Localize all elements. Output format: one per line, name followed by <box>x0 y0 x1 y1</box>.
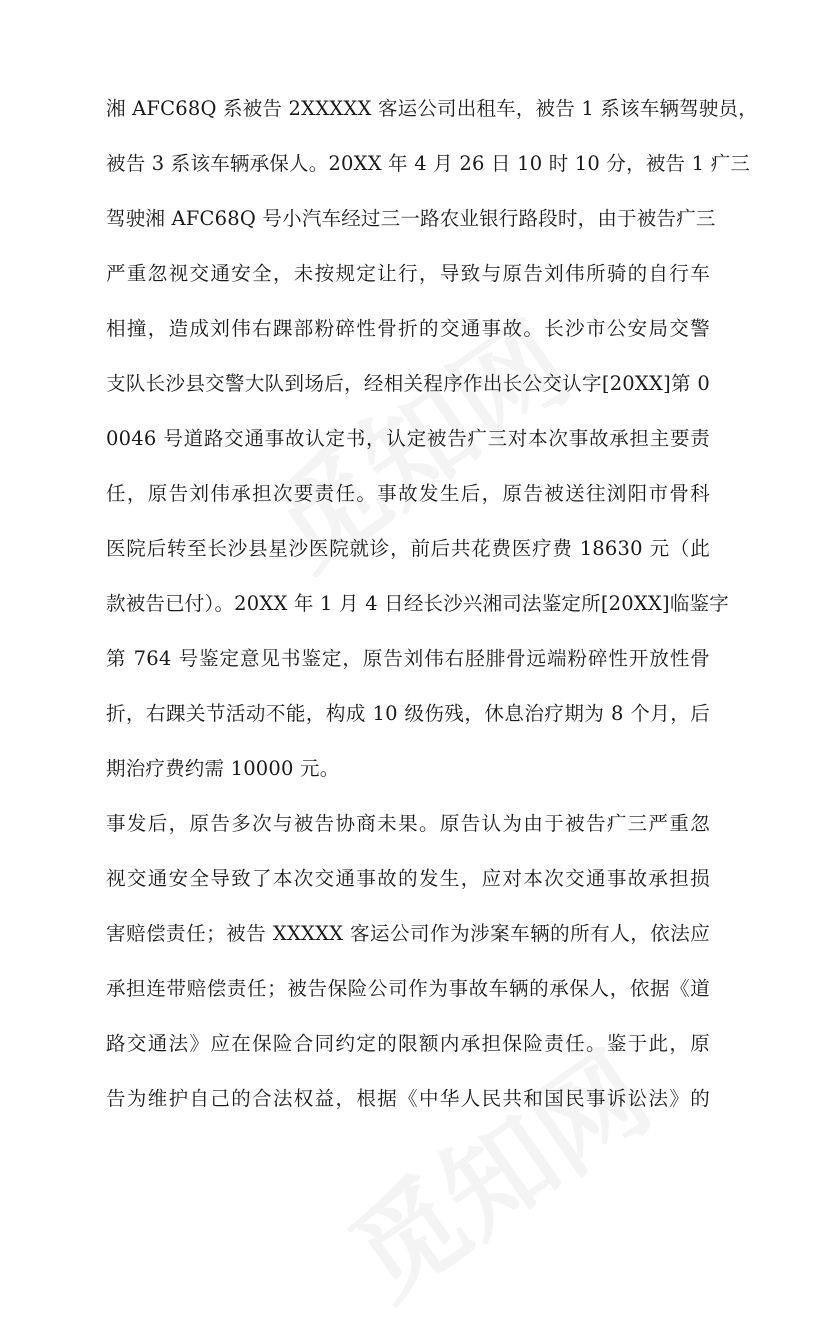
text-line: 支队长沙县交警大队到场后，经相关程序作出长公交认字[20XX]第 0 <box>106 372 710 395</box>
text-line: 告为维护自己的合法权益，根据《中华人民共和国民事诉讼法》的 <box>106 1087 710 1110</box>
text-line: 相撞，造成刘伟右踝部粉碎性骨折的交通事故。长沙市公安局交警 <box>106 317 710 340</box>
text-line: 害赔偿责任；被告 XXXXX 客运公司作为涉案车辆的所有人，依法应 <box>106 922 710 945</box>
text-line: 款被告已付）。20XX 年 1 月 4 日经长沙兴湘司法鉴定所[20XX]临鉴字 <box>106 592 729 615</box>
text-line: 承担连带赔偿责任；被告保险公司作为事故车辆的承保人，依据《道 <box>106 977 710 1000</box>
text-line: 视交通安全导致了本次交通事故的发生，应对本次交通事故承担损 <box>106 867 710 890</box>
text-line: 湘 AFC68Q 系被告 2XXXXX 客运公司出租车，被告 1 系该车辆驾驶员， <box>106 97 758 120</box>
text-line: 严重忽视交通安全，未按规定让行，导致与原告刘伟所骑的自行车 <box>106 262 710 285</box>
text-line: 折，右踝关节活动不能，构成 10 级伤残，休息治疗期为 8 个月，后 <box>106 702 710 725</box>
text-line: 驾驶湘 AFC68Q 号小汽车经过三一路农业银行路段时，由于被告疒三 <box>106 207 716 230</box>
text-line: 事发后，原告多次与被告协商未果。原告认为由于被告疒三严重忽 <box>106 812 710 835</box>
text-line: 路交通法》应在保险合同约定的限额内承担保险责任。鉴于此，原 <box>106 1032 710 1055</box>
text-line: 任，原告刘伟承担次要责任。事故发生后，原告被送往浏阳市骨科 <box>106 482 710 505</box>
text-line: 医院后转至长沙县星沙医院就诊，前后共花费医疗费 18630 元（此 <box>106 537 710 560</box>
text-line: 期治疗费约需 10000 元。 <box>106 757 340 780</box>
text-line: 第 764 号鉴定意见书鉴定，原告刘伟右胫腓骨远端粉碎性开放性骨 <box>106 647 710 670</box>
text-line: 0046 号道路交通事故认定书，认定被告疒三对本次事故承担主要责 <box>106 427 710 450</box>
text-line: 被告 3 系该车辆承保人。20XX 年 4 月 26 日 10 时 10 分，被告 1 疒三 <box>106 152 751 175</box>
